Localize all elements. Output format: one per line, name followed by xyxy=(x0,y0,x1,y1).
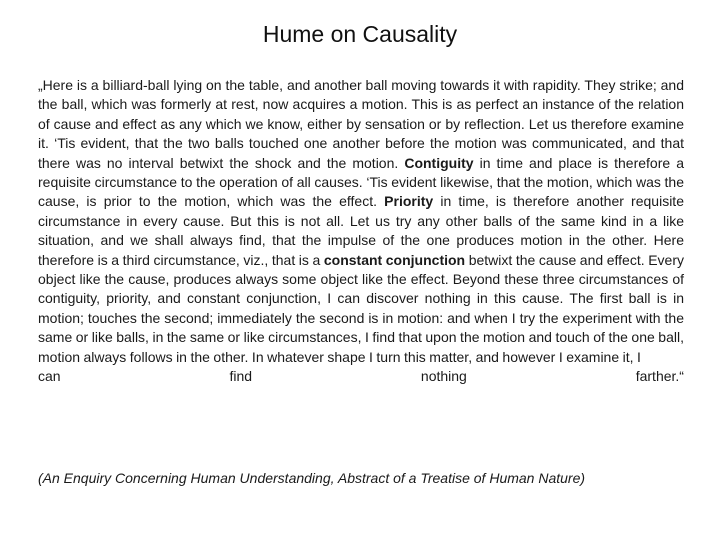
quote-text-2: in time and place is therefore a requisite circumstance to the operation of all causes. ‘Tis evident likewise, that the motion, which was the cause, is prior to the motion, which was the effect. xyxy=(38,154,684,210)
last-word: nothing xyxy=(420,368,467,385)
quote-paragraph xyxy=(38,76,684,387)
keyword-priority: Priority xyxy=(384,193,434,210)
quote-text-3: in time, is therefore another requisite circumstance in every cause. But this is not all. Let us try any other balls of the same kind in a like situation, and we shall always find, that the impulse of the one produces motion in the other. Here therefore is a third circumstance, viz., that is a xyxy=(38,193,684,268)
quote-text-1: „Here is a billiard-ball lying on the table, and another ball moving towards it with rapidity. They strike; and the ball, which was formerly at rest, now acquires a motion. This is as perfect an instance of the relation of cause and effect as any which we know, either by sensation or by reflection. Let us therefore examine it. ‘Tis evident, that the two balls touched one another before the motion was communicated, and that there was no interval betwixt the shock and the motion. xyxy=(38,77,684,171)
last-word: can xyxy=(38,368,61,385)
quote-text-4: betwixt the cause and effect. Every object like the cause, produces always some object like the effect. Beyond these three circumstances of contiguity, priority, and constant conjunction, I can discover nothing in this cause. The first ball is in motion; touches the second; immediately the second is in motion: and when I try the experiment with the same or like balls, in the same or like circumstances, I find that upon the motion and touch of the one ball, motion always follows in the other. In whatever shape I turn this matter, and however I examine it, I xyxy=(38,251,684,365)
keyword-contiguity: Contiguity xyxy=(404,154,474,171)
last-word: find xyxy=(229,368,253,385)
quote-last-line xyxy=(38,367,684,386)
last-word: farther.“ xyxy=(635,368,684,385)
source-citation: (An Enquiry Concerning Human Understanding, Abstract of a Treatise of Human Nature) xyxy=(38,470,586,486)
page-title: Hume on Causality xyxy=(262,21,458,47)
keyword-constant-conjunction: constant conjunction xyxy=(323,251,466,268)
